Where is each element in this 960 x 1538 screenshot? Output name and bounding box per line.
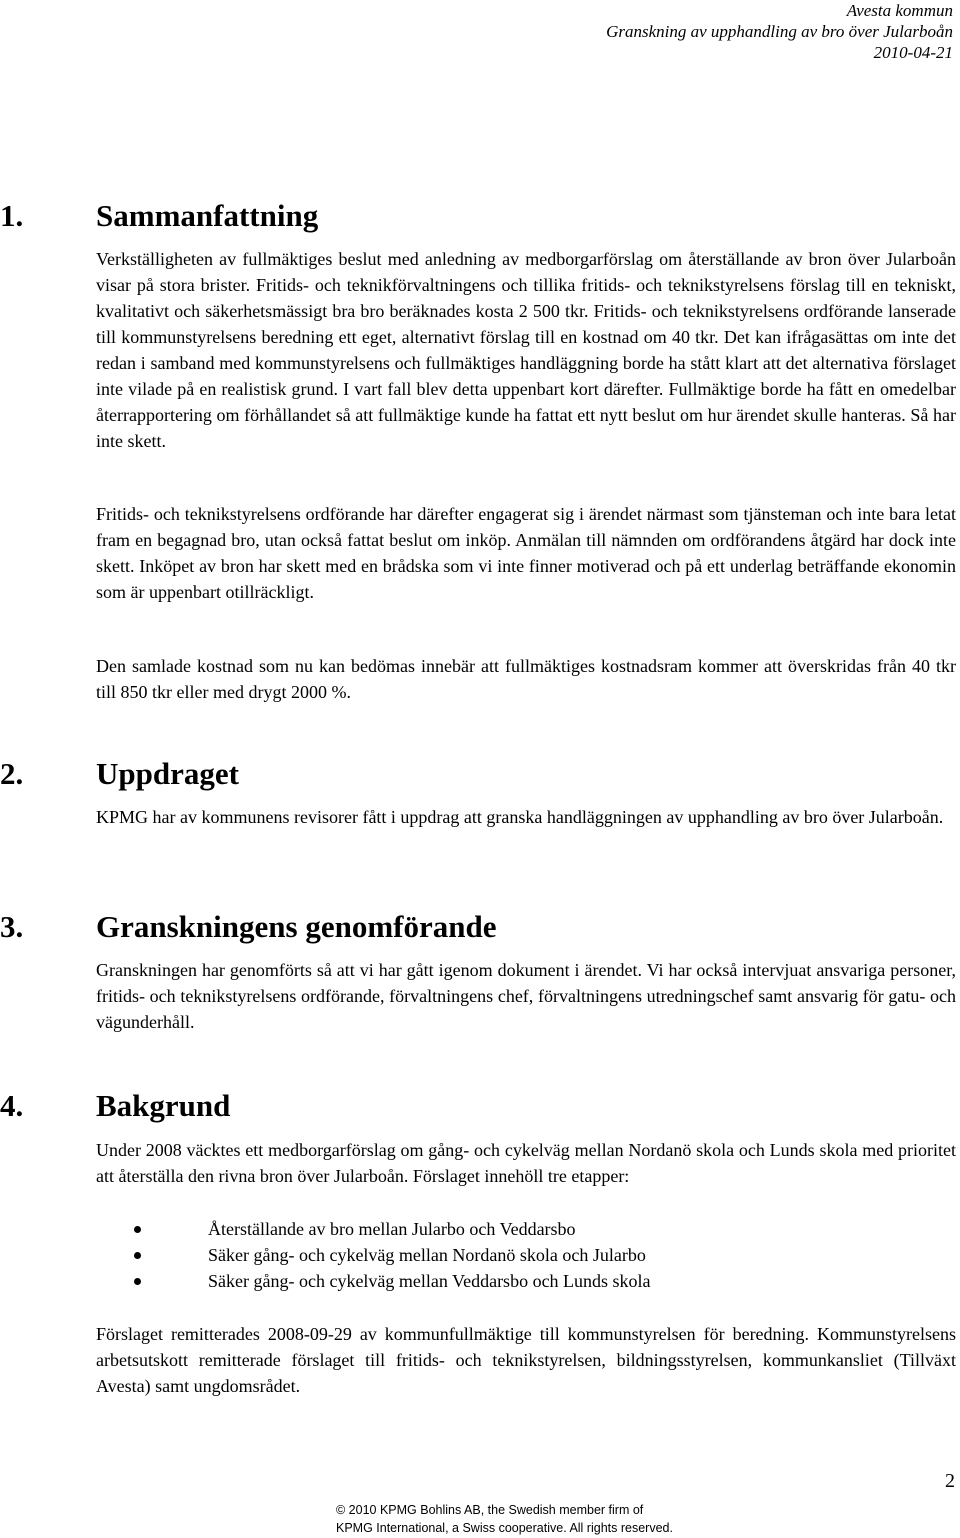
section-number: 3. [0,909,24,944]
list-item [96,1268,856,1294]
section-number: 2. [0,756,24,791]
paragraph: KPMG har av kommunens revisorer fått i uppdrag att granska handläggningen av upphandling av bro över Jularboån. [96,807,944,827]
bullet-icon [134,1278,141,1285]
section-title: Granskningens genomförande [96,909,497,944]
list-item-text: Säker gång- och cykelväg mellan Nordanö skola och Jularbo [208,1245,646,1265]
section-heading-uppdraget [0,756,239,792]
bullet-list [96,1216,856,1294]
bullet-icon [134,1226,141,1233]
section-heading-bakgrund [0,1088,230,1124]
paragraph: Fritids- och teknikstyrelsens ordförande har därefter engagerat sig i ärendet närmast som tjänsteman och inte bara letat fram en begagnad bro, utan också fattat beslut om inköp. Anmälan till nämnden om ordförandens åtgärd har dock inte skett. Inköpet av bron har skett med en brådska som vi inte finner motiverad och på ett underlag beträffande ekonomin som är uppenbart otillräckligt. [96,504,956,602]
section-heading-sammanfattning [0,198,318,234]
header-org: Avesta kommun [846,1,953,20]
footer-line: KPMG International, a Swiss cooperative. All rights reserved. [336,1521,673,1535]
paragraph: Den samlade kostnad som nu kan bedömas innebär att fullmäktiges kostnadsram kommer att överskridas från 40 tkr till 850 tkr eller med drygt 2000 %. [96,656,956,702]
paragraph: Granskningen har genomförts så att vi har gått igenom dokument i ärendet. Vi har också intervjuat ansvariga personer, fritids- och teknikstyrelsens ordförande, förvaltningens chef, förvaltningens utredningschef samt ansvarig för gatu- och vägunderhåll. [96,960,956,1032]
footer-line: © 2010 KPMG Bohlins AB, the Swedish member firm of [336,1503,644,1517]
section-title: Sammanfattning [96,198,319,233]
section-number: 1. [0,198,24,233]
section-number: 4. [0,1088,24,1123]
paragraph: Verkställigheten av fullmäktiges beslut med anledning av medborgarförslag om återställande av bron över Jularboån visar på stora brister. Fritids- och teknikförvaltningens och tillika fritids- och teknikstyrelsens förslag till en tekniskt, kvalitativt och säkerhetsmässigt bra bro beräknades kosta 2 500 tkr. Fritids- och teknikstyrelsens ordförande lanserade till kommunstyrelsens beredning ett eget, alternativt förslag till en kostnad om 40 tkr. Det kan ifrågasättas om inte det redan i samband med kommunstyrelsens och fullmäktiges handläggning borde ha stått klart att det alternativa förslaget inte vilade på en realistisk grund. I vart fall blev detta uppenbart kort därefter. Fullmäktige borde ha fått en omedelbar återrapportering om förhållandet så att fullmäktige kunde ha fattat ett nytt beslut om hur ärendet skulle hanteras. Så har inte skett. [96,249,956,451]
page-number: 2 [945,1470,955,1492]
copyright-footer [336,1501,673,1537]
header-title: Granskning av upphandling av bro över Jularboån [606,22,953,41]
section-title: Bakgrund [96,1088,231,1123]
section-title: Uppdraget [96,756,239,791]
section-heading-granskningens-genomforande [0,909,496,945]
list-item-text: Säker gång- och cykelväg mellan Veddarsbo och Lunds skola [208,1271,651,1291]
header-date: 2010-04-21 [873,43,953,62]
paragraph: Förslaget remitterades 2008-09-29 av kommunfullmäktige till kommunstyrelsen för beredning. Kommunstyrelsens arbetsutskott remitterade förslaget till fritids- och teknikstyrelsen, bildningsstyrelsen, kommunkansliet (Tillväxt Avesta) samt ungdomsrådet. [96,1324,956,1396]
bullet-icon [134,1252,141,1259]
list-item [96,1242,856,1268]
list-item-text: Återställande av bro mellan Jularbo och Veddarsbo [208,1219,576,1239]
list-item [96,1216,856,1242]
page-header [606,0,953,63]
paragraph: Under 2008 väcktes ett medborgarförslag om gång- och cykelväg mellan Nordanö skola och Lunds skola med prioritet att återställa den rivna bron över Jularboån. Förslaget innehöll tre etapper: [96,1140,956,1186]
